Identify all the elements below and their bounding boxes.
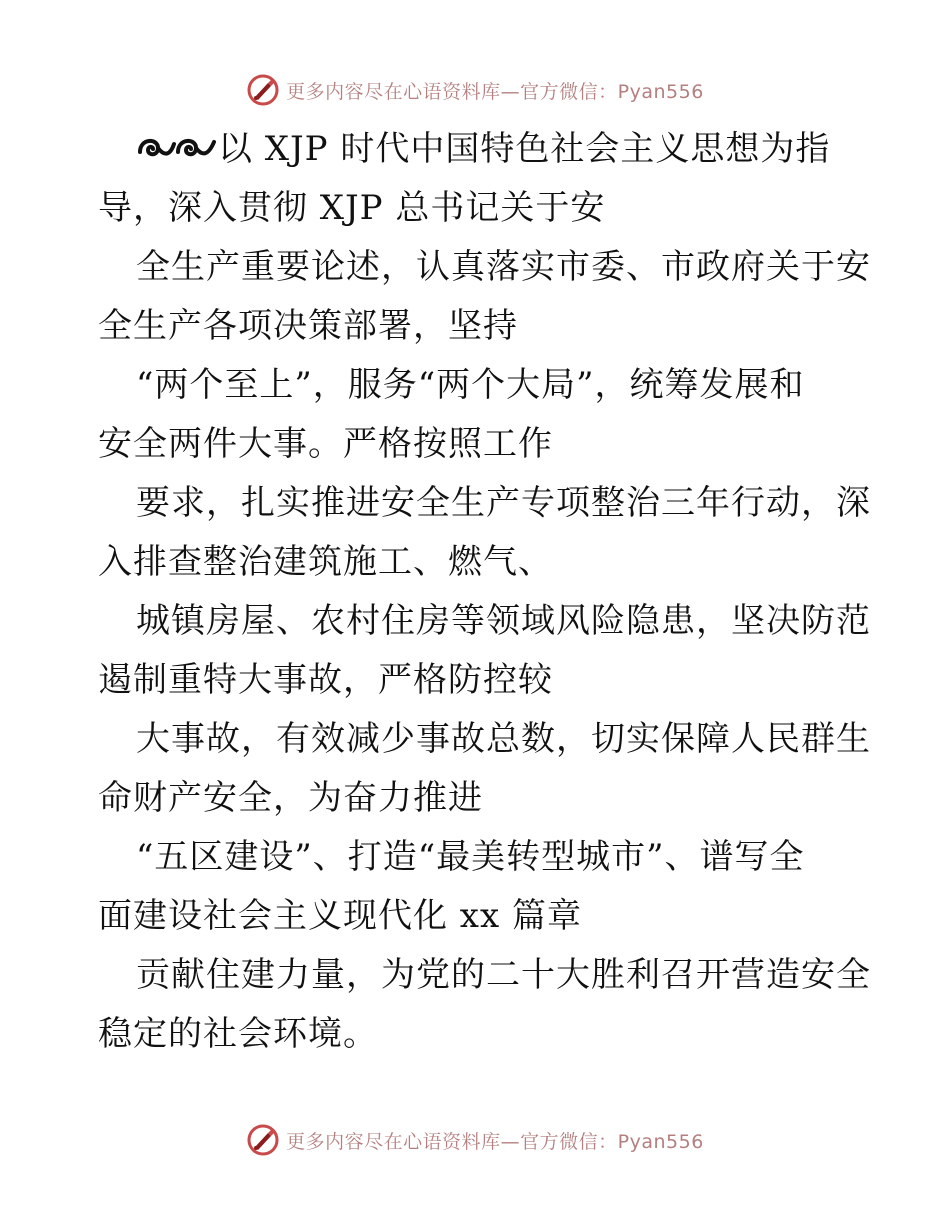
text-line: 入排查整治建筑施工、燃气、 xyxy=(98,542,553,582)
text-line: 城镇房屋、农村住房等领域风险隐患，坚决防范 xyxy=(136,601,871,641)
text-line: 命财产安全，为奋力推进 xyxy=(98,778,483,818)
paragraph-1 xyxy=(98,120,871,1064)
pen-logo-icon xyxy=(246,1123,280,1157)
watermark-bottom xyxy=(0,1120,950,1160)
text-line: 大事故，有效减少事故总数，切实保障人民群生 xyxy=(136,719,871,759)
text-line: 以 XJP 时代中国特色社会主义思想为指 xyxy=(98,120,858,179)
watermark-text: 更多内容尽在心语资料库—官方微信：Pyan556 xyxy=(286,1130,704,1153)
text-line: “两个至上”，服务“两个大局”，统筹发展和 xyxy=(136,365,805,405)
text-line: 稳定的社会环境。 xyxy=(98,1014,378,1054)
text-line: 遏制重特大事故，严格防控较 xyxy=(98,660,553,700)
text-line: 安全两件大事。严格按照工作 xyxy=(98,424,553,464)
document-body xyxy=(98,120,871,1064)
text-line: “五区建设”、打造“最美转型城市”、谱写全 xyxy=(136,837,805,877)
text-line: 全生产各项决策部署，坚持 xyxy=(98,306,518,346)
watermark-top xyxy=(0,70,950,110)
watermark-text: 更多内容尽在心语资料库—官方微信：Pyan556 xyxy=(286,80,704,103)
text-line: 贡献住建力量，为党的二十大胜利召开营造安全 xyxy=(136,955,871,995)
flourish-ornament-icon xyxy=(136,126,218,166)
text-line: 要求，扎实推进安全生产专项整治三年行动，深 xyxy=(136,483,871,523)
text-line: 全生产重要论述，认真落实市委、市政府关于安 xyxy=(136,247,871,287)
text-line: 面建设社会主义现代化 xx 篇章 xyxy=(98,896,582,936)
text-line: 导，深入贯彻 XJP 总书记关于安 xyxy=(98,188,606,228)
pen-logo-icon xyxy=(246,73,280,107)
